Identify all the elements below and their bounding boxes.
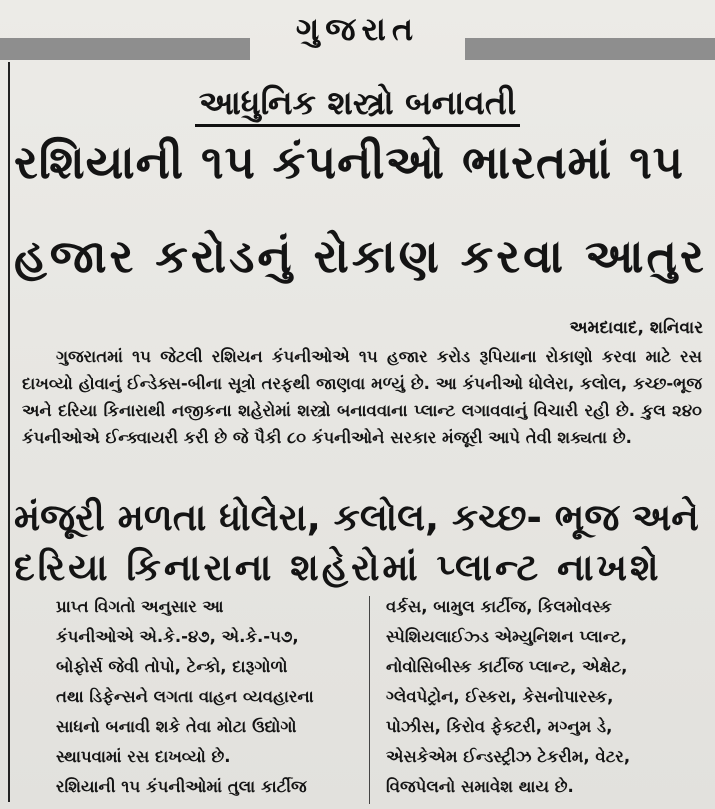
left-column-line: કંપનીઓએ એ.કે.-૪૭, એ.કે.-૫૭, xyxy=(56,627,299,646)
left-column-line: પ્રાપ્ત વિગતો અનુસાર આ xyxy=(56,597,224,616)
left-column-line: સ્થાપવામાં રસ દાખવ્યો છે. xyxy=(56,747,231,766)
right-column-line: ગ્લેવપેટ્રોન, ઈસ્કરા, કેસનોપારસ્ક, xyxy=(386,687,614,706)
right-column-line: વર્કસ, બામુલ કાર્ટીજ, કિલમોવસ્ક xyxy=(386,597,612,616)
column-rule-left xyxy=(8,62,10,802)
left-column-line: સાધનો બનાવી શકે તેવા મોટા ઉદ્યોગો xyxy=(56,717,297,736)
right-column-line: વિજપેલનો સમાવેશ થાય છે. xyxy=(386,777,574,796)
right-column-line: નોવોસિબીસ્ક કાર્ટીજ પ્લાન્ટ, એક્ષેટ, xyxy=(386,657,628,676)
column-divider xyxy=(369,596,370,804)
left-column-line: બોફોર્સ જેવી તોપો, ટેન્કો, દારૂગોળો xyxy=(56,657,288,676)
subhead-line-2: દરિયા કિનારાના શહેરોમાં પ્લાન્ટ નાખશે xyxy=(14,546,662,589)
kicker xyxy=(0,84,715,127)
right-column-line: સ્પેશિયલાઈઝ્ડ એમ્યુનિશન પ્લાન્ટ, xyxy=(386,627,627,646)
lead-paragraph-text: ગુજરાતમાં ૧૫ જેટલી રશિયન કંપનીઓએ ૧૫ હજાર કરોડ રૂપિયાના રોકાણો કરવા માટે રસ દાખવ્યો હોવાનું ઈન્ડેક્સ-બીના સૂત્રો તરફથી જાણવા મળ્યું છે. આ કંપનીઓ ધોલેરા, કલોલ, કચ્છ-ભૂજ અને દરિયા કિનારાથી નજીકના શહેરોમાં શસ્ત્રો બનાવવાના પ્લાન્ટ લગાવવાનું વિચારી રહી છે. કુલ ૨૪૦ કંપનીઓએ ઈન્ક્વાયરી કરી છે જે પૈકી ૮૦ કંપનીઓને સરકાર મંજૂરી આપે તેવી શક્યતા છે. xyxy=(22,347,702,447)
left-column-line: તથા ડિફેન્સને લગતા વાહન વ્યવહારના xyxy=(56,687,314,706)
headline-line-2: હજાર કરોડનું રોકાણ કરવા આતુર xyxy=(14,229,707,283)
dateline: અમદાવાદ, શનિવાર xyxy=(569,318,703,338)
section-label: ગુજરાત xyxy=(295,10,420,48)
left-column-line: રશિયાની ૧૫ કંપનીઓમાં તુલા કાર્ટીજ xyxy=(56,777,307,796)
headline-line-1: રશિયાની ૧૫ કંપનીઓ ભારતમાં ૧૫ xyxy=(14,135,684,189)
right-column-line: પોઝીસ, કિરોવ ફેક્ટરી, મગ્નુમ ડે, xyxy=(386,717,613,736)
kicker-text: આધુનિક શસ્ત્રો બનાવતી xyxy=(195,84,520,127)
right-column xyxy=(386,592,702,802)
left-column xyxy=(56,592,360,802)
lead-paragraph xyxy=(22,343,702,451)
subhead-line-1: મંજૂરી મળતા ધોલેરા, કલોલ, કચ્છ- ભૂજ અને xyxy=(14,496,699,539)
right-column-line: એસકેએમ ઈન્ડસ્ટ્રીઝ ટેકરીમ, વેટર, xyxy=(386,747,631,766)
